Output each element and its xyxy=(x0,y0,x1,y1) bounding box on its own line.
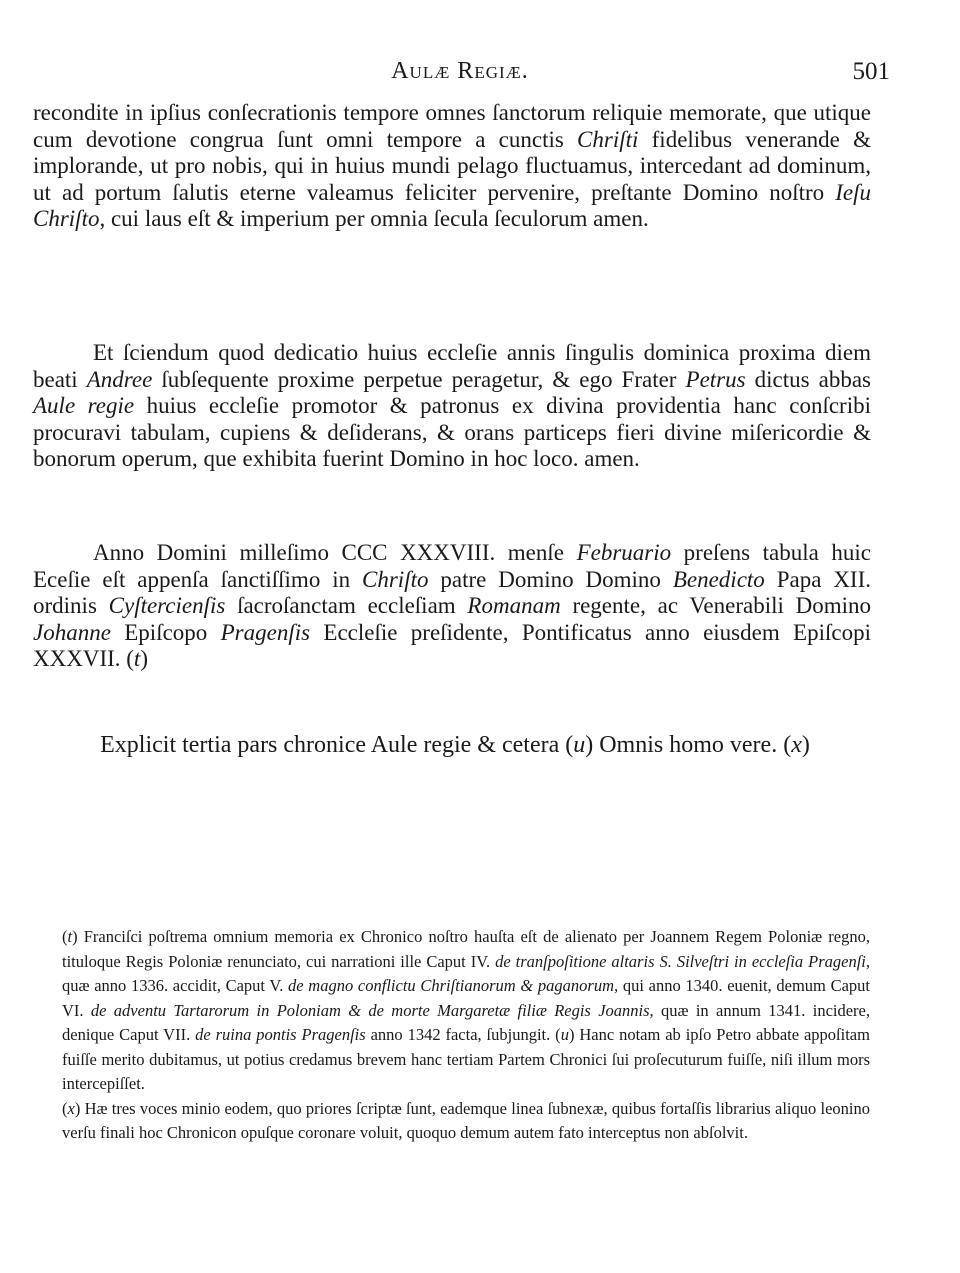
italic-text-run: Petrus xyxy=(685,366,746,392)
italic-text-run: Romanam xyxy=(467,593,561,618)
text-run: regente, ac Venerabili Domino xyxy=(560,593,871,618)
text-run: ſubſequente proxime perpetue peragetur, & ego Frater xyxy=(152,366,686,392)
italic-text-run: Februario xyxy=(576,540,672,565)
text-run: Et ſciendum quod dedicatio huius eccleſie annis ſingulis dominica proxima diem beati xyxy=(33,340,871,392)
footnote-x xyxy=(62,1097,870,1146)
text-run: Explicit tertia pars chronice Aule regie & cetera ( xyxy=(100,732,574,758)
running-title: Aulæ Regiæ. xyxy=(391,58,529,84)
italic-text-run: Pragenſis xyxy=(220,619,311,645)
text-run: ) xyxy=(801,732,810,758)
italic-text-run: Andree xyxy=(86,366,153,392)
italic-text-run: de adventu Tartarorum in Poloniam & de morte Margaretæ filiæ Regis Joannis, xyxy=(90,1000,654,1020)
page-header xyxy=(30,58,890,92)
page-number: 501 xyxy=(852,58,890,85)
text-run: recondite in ipſius conſecrationis tempore omnes ſanctorum reliquie memorate, que utique cum devotione congrua ſunt omni tempore a cunctis xyxy=(33,100,871,152)
italic-text-run: de tranſpoſitione altaris S. Silveſtri in eccleſia Pragenſi, xyxy=(495,951,870,971)
text-run: quæ in annum 1341. incidere, denique Caput VII. xyxy=(62,1000,870,1044)
italic-text-run: Ieſu Chriſto xyxy=(33,179,871,231)
italic-text-run: t xyxy=(133,646,141,671)
text-run: ) xyxy=(140,646,148,671)
text-run: preſens tabula huic Eceſie eſt appenſa ſanctiſſimo in xyxy=(33,540,872,592)
italic-text-run: de ruina pontis Pragenſis xyxy=(195,1025,366,1044)
italic-text-run: t xyxy=(67,927,73,946)
italic-text-run: de magno conflictu Chriſtianorum & paganorum, xyxy=(288,976,619,995)
footnotes xyxy=(62,925,870,1146)
italic-text-run: Chriſti xyxy=(577,126,639,152)
text-run: Eccleſie preſidente, Pontificatus anno eiusdem Epiſcopi XXXVII. ( xyxy=(33,619,871,671)
italic-text-run: Cyſtercienſis xyxy=(108,593,226,618)
text-run: ſacroſanctam eccleſiam xyxy=(225,593,468,618)
paragraph-2 xyxy=(33,340,871,473)
text-run: ) Hanc notam ab ipſo Petro abbate appoſitam fuiſſe merito dubitamus, ut potius credamus brevem hanc tertiam Partem Chronici ſui proſecuturum fuiſſe, niſi illum mors intercepiſſet. xyxy=(62,1025,870,1093)
text-run: ) Hæ tres voces minio eodem, quo priores ſcriptæ ſunt, eademque linea ſubnexæ, quibus fortaſſis librarius aliquo leonino verſu finali hoc Chronicon opuſque coronare voluit, quoquo demum autem fato interceptus non abſolvit. xyxy=(62,1098,870,1142)
text-run: quæ anno 1336. accidit, Caput V. xyxy=(62,976,289,995)
paragraph-3 xyxy=(33,540,871,673)
explicit-colophon xyxy=(60,731,850,760)
text-run: ( xyxy=(62,927,68,946)
text-run: fidelibus venerande & implorande, ut pro nobis, qui in huius mundi pelago fluctuamus, intercedant ad dominum, ut ad portum ſalutis eterne valeamus feliciter pervenire, preſtante Domino noſtro xyxy=(33,126,871,205)
text-run: Anno Domini milleſimo CCC XXXVIII. menſe xyxy=(93,540,577,565)
italic-text-run: Johanne xyxy=(33,619,111,645)
paragraph-1 xyxy=(33,100,871,233)
footnote-t-u xyxy=(62,925,870,1097)
text-run: qui anno 1340. euenit, demum Caput VI. xyxy=(62,976,870,1020)
text-run: anno 1342 facta, ſubjungit. ( xyxy=(365,1025,561,1044)
text-run: huius eccleſie promotor & patronus ex divina providentia hanc conſcribi procuravi tabulam, cupiens & deſiderans, & orans particeps fieri divine miſericordie & bonorum operum, que exhibita fuerint Domino in hoc loco. amen. xyxy=(33,393,871,471)
text-run: ( xyxy=(62,1098,68,1118)
text-run: , cui laus eſt & imperium per omnia ſecula ſeculorum amen. xyxy=(99,206,649,231)
text-run: ) Omnis homo vere. ( xyxy=(585,732,792,758)
text-run: ) Franciſci poſtrema omnium memoria ex Chronico noſtro hauſta eſt de alienato per Joannem Regem Poloniæ regno, tituloque Regis Poloniæ renunciato, cui narrationi ille Caput IV. xyxy=(62,927,870,971)
italic-text-run: u xyxy=(560,1025,569,1044)
italic-text-run: Aule regie xyxy=(33,393,135,418)
text-run: dictus abbas xyxy=(745,366,871,392)
italic-text-run: x xyxy=(791,732,802,758)
italic-text-run: x xyxy=(67,1098,75,1118)
italic-text-run: Chriſto xyxy=(362,566,429,592)
italic-text-run: u xyxy=(573,732,586,758)
italic-text-run: Benedicto xyxy=(672,566,765,592)
text-run: patre Domino Domino xyxy=(428,566,673,592)
text-run: Papa XII. ordinis xyxy=(33,566,872,618)
text-run: Epiſcopo xyxy=(110,619,221,645)
